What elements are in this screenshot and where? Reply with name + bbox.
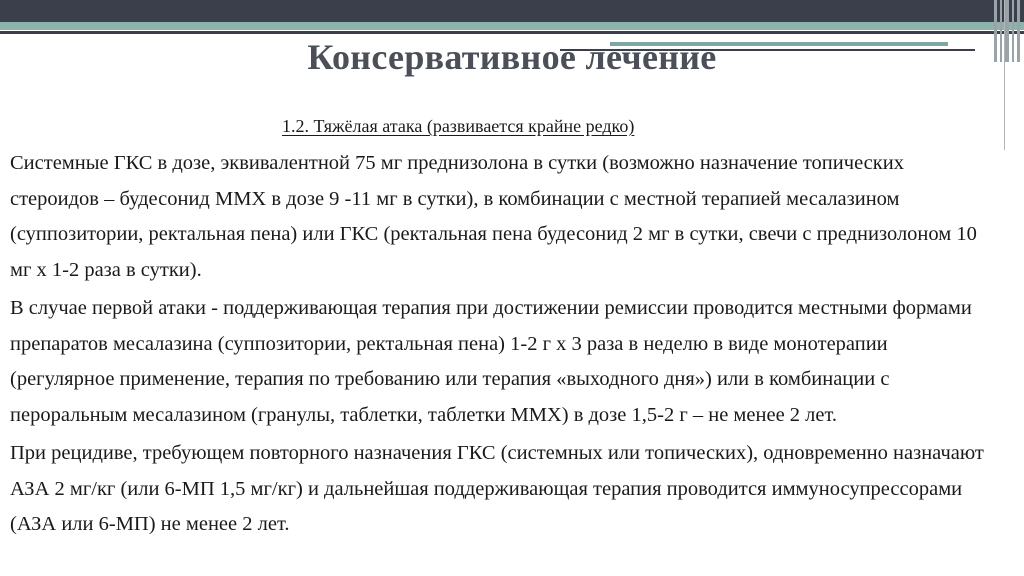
paragraph-systemic-gcs: Системные ГКС в дозе, эквивалентной 75 мг преднизолона в сутки (возможно назначение топических стероидов – будесонид ММХ в дозе 9 -11 мг в сутки), в комбинации с местной терапией месалазином (суппозитории, ректальная пена) или ГКС (ректальная пена будесонид 2 мг в сутки, свечи с преднизолоном 10 мг х 1-2 раза в сутки).	[10, 152, 977, 281]
header-bar-teal	[0, 22, 1024, 30]
slide-title: Консервативное лечение	[307, 37, 717, 77]
paragraph-first-attack: В случае первой атаки - поддерживающая терапия при достижении ремиссии проводится местными формами препаратов месалазина (суппозитории, ректальная пена) 1-2 г х 3 раза в неделю в виде монотерапии (регулярное применение, терапия по требованию или терапия «выходного дня») или в комбинации с пероральным месалазином (гранулы, таблетки, таблетки ММХ) в дозе 1,5-2 г – не менее 2 лет.	[10, 297, 972, 426]
slide-subtitle: 1.2. Тяжёлая атака (развивается крайне редко)	[282, 116, 635, 136]
header-bar-dark	[0, 0, 1024, 22]
slide-body	[10, 146, 985, 546]
paragraph-relapse: При рецидиве, требующем повторного назначения ГКС (системных или топических), одновременно назначают АЗА 2 мг/кг (или 6-МП 1,5 мг/кг) и дальнейшая поддерживающая терапия проводится иммуносупрессорами (АЗА или 6-МП) не менее 2 лет.	[10, 442, 984, 535]
header-bar-line	[0, 31, 1024, 34]
